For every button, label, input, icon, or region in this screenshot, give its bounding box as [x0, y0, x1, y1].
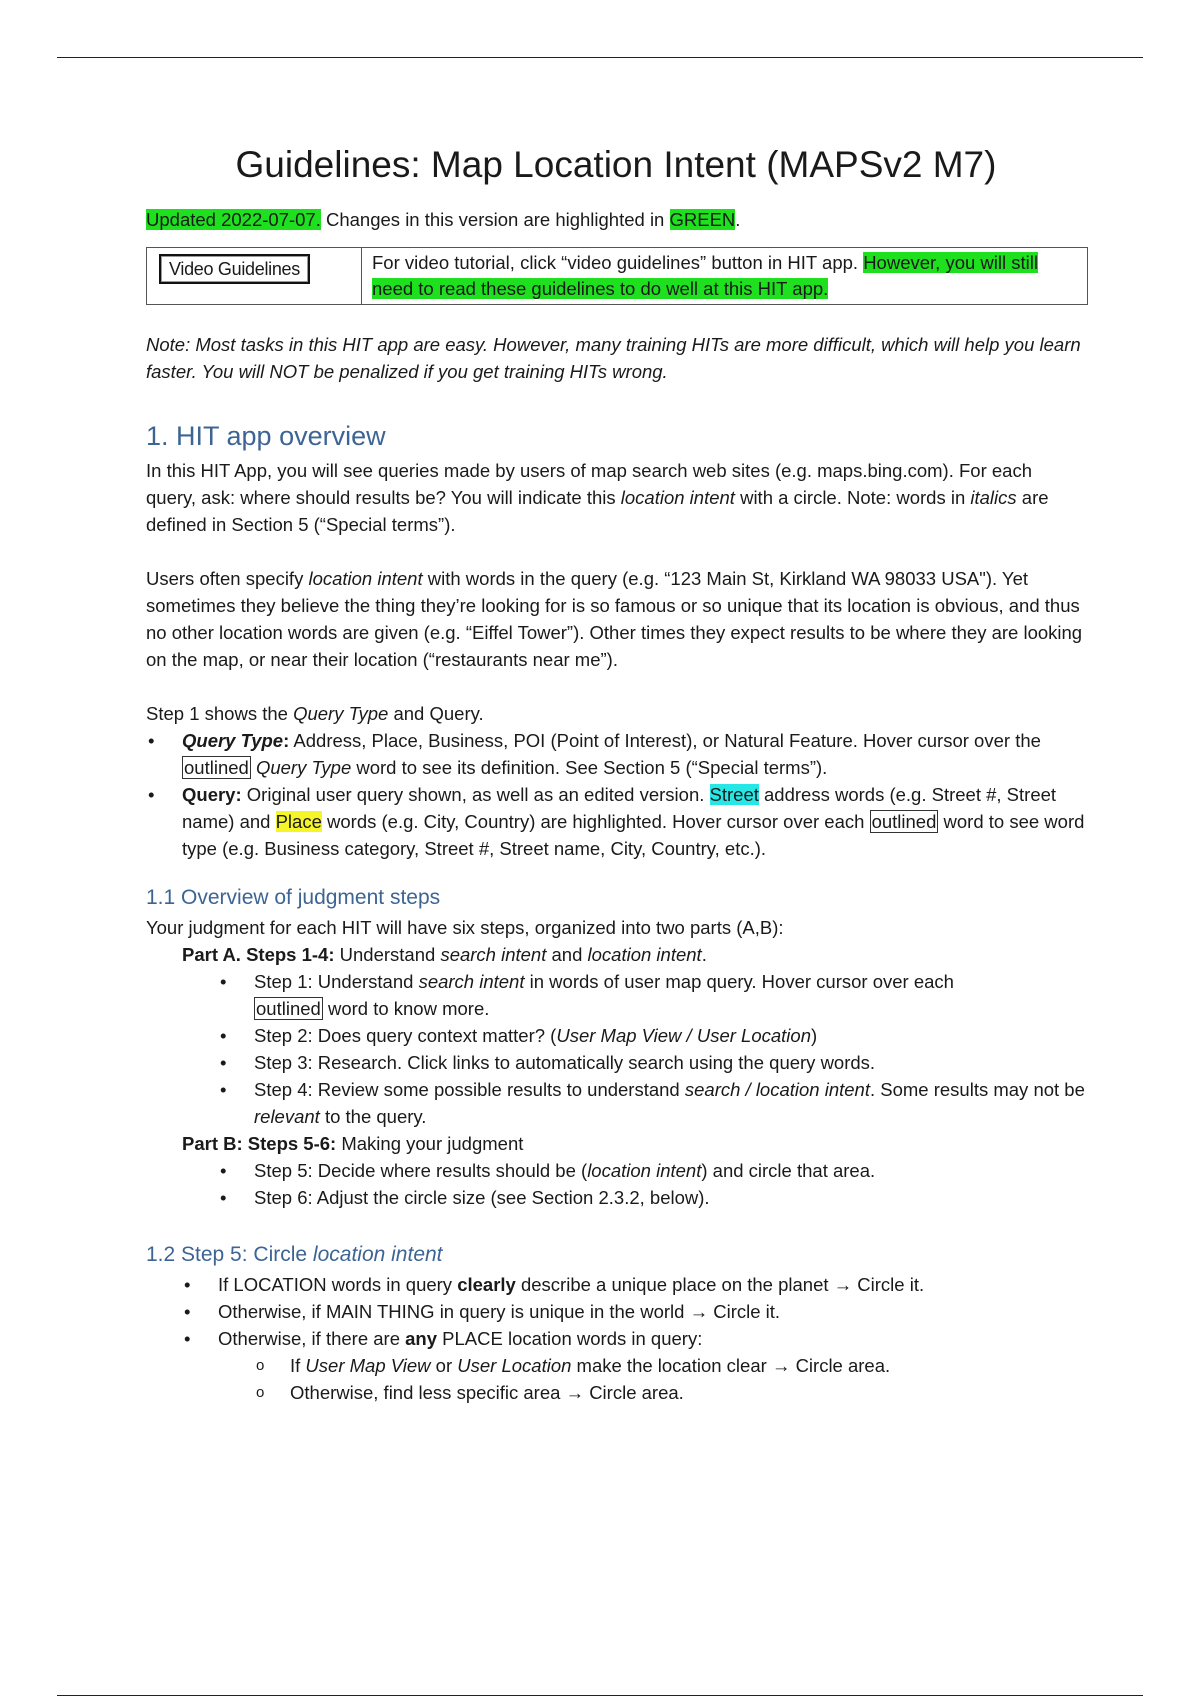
part-b-steps — [146, 1157, 1086, 1211]
part-a-steps — [146, 968, 1086, 1130]
video-tutorial-text: For video tutorial, click “video guidelines” button in HIT app. However, you will still need to read these guidelines to do well at this HIT app. — [362, 248, 1088, 305]
list-item: • Step 4: Review some possible results to understand search / location intent. Some results may not be relevant to the query. — [146, 1076, 1086, 1130]
list-item: • Query Type: Address, Place, Business, POI (Point of Interest), or Natural Feature. Hover cursor over the outlined Query Type word to see its definition. See Section 5 (“Special terms”). — [146, 727, 1086, 781]
section-1-paragraph-1: In this HIT App, you will see queries made by users of map search web sites (e.g. maps.bing.com). For each query, ask: where should results be? You will indicate this location intent with a circle. Note: words in italics are defined in Section 5 (“Special terms”). — [146, 460, 1049, 535]
update-date: Updated 2022-07-07. — [146, 209, 321, 230]
update-line: Updated 2022-07-07. Changes in this version are highlighted in GREEN. — [146, 209, 741, 230]
circle-sub-rules — [146, 1352, 1086, 1406]
section-1-paragraph-2: Users often specify location intent with words in the query (e.g. “123 Main St, Kirkland WA 98033 USA"). Yet sometimes they believe the thing they’re looking for is so famous or so unique that its location is obvious, and thus no other location words are given (e.g. “Eiffel Tower”). Other times they expect results to be where they are looking on the map, or near their location (“restaurants near me”). — [146, 568, 1083, 670]
video-highlight: However, you will still need to read these guidelines to do well at this HIT app. — [372, 252, 1038, 299]
list-item: o If User Map View or User Location make the location clear → Circle area. — [146, 1352, 1086, 1379]
list-item: • Otherwise, if there are any PLACE location words in query: — [146, 1325, 1086, 1352]
list-item: • If LOCATION words in query clearly describe a unique place on the planet → Circle it. — [146, 1271, 1086, 1298]
outlined-word[interactable]: outlined — [871, 811, 937, 832]
circle-rules — [146, 1271, 1086, 1352]
document-page — [146, 142, 1086, 1406]
section-1-2-heading: 1.2 Step 5: Circle location intent — [146, 1243, 443, 1266]
outlined-word[interactable]: outlined — [256, 998, 321, 1019]
part-a-line: Part A. Steps 1-4: Understand search intent and location intent. — [182, 944, 707, 965]
list-item: • Step 2: Does query context matter? (User Map View / User Location) — [146, 1022, 1086, 1049]
section-1-1-intro: Your judgment for each HIT will have six steps, organized into two parts (A,B): — [146, 917, 784, 938]
video-guidelines-box — [146, 247, 1088, 305]
list-item: • Query: Original user query shown, as well as an edited version. Street address words (e.g. Street #, Street name) and Place words (e.g. City, Country) are highlighted. Hover cursor over each outlined word to see word type (e.g. Business category, Street #, Street name, City, Country, etc.). — [146, 781, 1086, 862]
note-paragraph: Note: Most tasks in this HIT app are easy. However, many training HITs are more difficult, which will help you learn faster. You will NOT be penalized if you get training HITs wrong. — [146, 334, 1081, 382]
list-item: • Step 1: Understand search intent in words of user map query. Hover cursor over each outlined word to know more. — [146, 968, 1086, 1022]
street-highlight: Street — [709, 784, 759, 805]
green-word: GREEN — [669, 209, 736, 230]
list-item: • Step 5: Decide where results should be (location intent) and circle that area. — [146, 1157, 1086, 1184]
outlined-word[interactable]: outlined — [184, 757, 249, 778]
list-item: • Step 6: Adjust the circle size (see Section 2.3.2, below). — [146, 1184, 1086, 1211]
section-1-paragraph-3: Step 1 shows the Query Type and Query. — [146, 703, 484, 724]
page-title: Guidelines: Map Location Intent (MAPSv2 M7) — [235, 144, 997, 185]
list-item: o Otherwise, find less specific area → Circle area. — [146, 1379, 1086, 1406]
place-highlight: Place — [275, 811, 322, 832]
section-1-1-heading: 1.1 Overview of judgment steps — [146, 886, 441, 909]
list-item: • Step 3: Research. Click links to automatically search using the query words. — [146, 1049, 1086, 1076]
part-b-line: Part B: Steps 5-6: Making your judgment — [182, 1133, 524, 1154]
header-rule — [57, 57, 1143, 58]
query-bullets — [146, 727, 1086, 862]
footer-rule — [57, 1695, 1143, 1696]
list-item: • Otherwise, if MAIN THING in query is unique in the world → Circle it. — [146, 1298, 1086, 1325]
section-1-heading: 1. HIT app overview — [146, 421, 386, 451]
video-guidelines-button[interactable]: Video Guidelines — [159, 254, 310, 284]
